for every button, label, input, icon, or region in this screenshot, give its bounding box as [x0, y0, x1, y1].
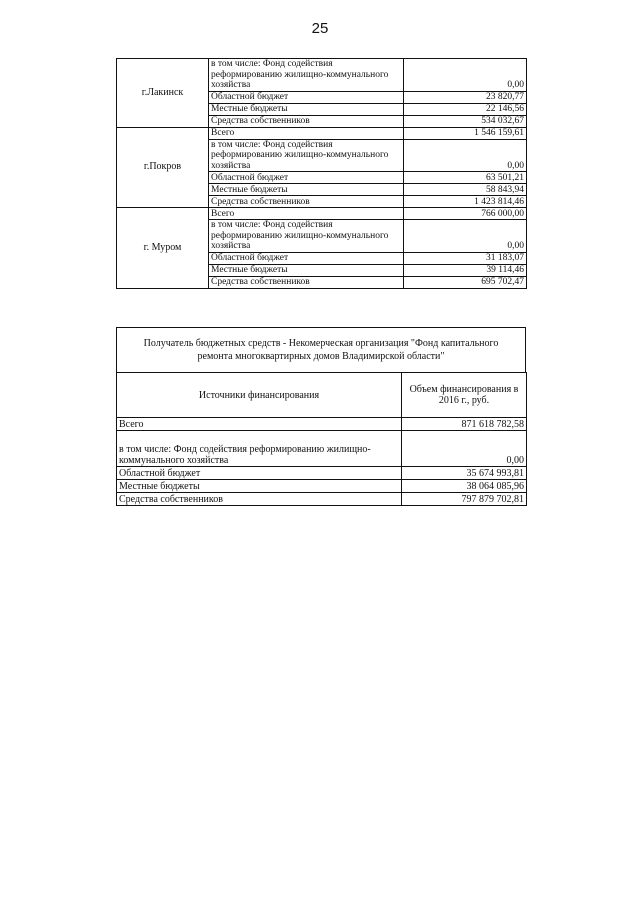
source-cell: Областной бюджет — [209, 91, 404, 103]
city-name: г.Лакинск — [117, 59, 209, 128]
header-sources: Источники финансирования — [117, 373, 402, 418]
table-row — [117, 418, 527, 431]
source-cell: Всего — [209, 127, 404, 139]
source-cell: Всего — [117, 418, 402, 431]
amount-cell: 871 618 782,58 — [402, 418, 527, 431]
amount-cell: 766 000,00 — [404, 208, 527, 220]
amount-cell: 35 674 993,81 — [402, 467, 527, 480]
city-block-lakinsk — [117, 59, 527, 128]
recipient-text: Получатель бюджетных средств - Некомерческая организация "Фонд капитального ремонта многоквартирных домов Владимирской области" — [143, 338, 499, 362]
amount-cell: 38 064 085,96 — [402, 480, 527, 493]
source-cell: Областной бюджет — [209, 252, 404, 264]
amount-cell: 23 820,77 — [404, 91, 527, 103]
amount-cell: 22 146,56 — [404, 103, 527, 115]
source-cell: Местные бюджеты — [209, 184, 404, 196]
amount-cell: 797 879 702,81 — [402, 493, 527, 506]
source-cell: Средства собственников — [209, 276, 404, 288]
source-cell: в том числе: Фонд содействия реформированию жилищно-коммунального хозяйства — [209, 139, 404, 172]
city-block-murom — [117, 208, 527, 289]
amount-cell: 534 032,67 — [404, 115, 527, 127]
amount-cell: 0,00 — [404, 59, 527, 92]
city-name: г.Покров — [117, 127, 209, 208]
header-volume: Объем финансирования в 2016 г., руб. — [402, 373, 527, 418]
source-cell: Областной бюджет — [117, 467, 402, 480]
source-cell: в том числе: Фонд содействия реформированию жилищно-коммунального хозяйства — [117, 431, 402, 467]
amount-cell: 0,00 — [404, 220, 527, 253]
source-cell: Средства собственников — [117, 493, 402, 506]
table-row — [117, 467, 527, 480]
amount-cell: 31 183,07 — [404, 252, 527, 264]
amount-cell: 0,00 — [404, 139, 527, 172]
table-row — [117, 480, 527, 493]
city-block-pokrov — [117, 127, 527, 208]
city-name: г. Муром — [117, 208, 209, 289]
amount-cell: 0,00 — [402, 431, 527, 467]
amount-cell: 1 423 814,46 — [404, 196, 527, 208]
table-row — [117, 127, 527, 139]
amount-cell: 63 501,21 — [404, 172, 527, 184]
page-number: 25 — [311, 20, 329, 37]
amount-cell: 695 702,47 — [404, 276, 527, 288]
source-cell: Местные бюджеты — [117, 480, 402, 493]
source-cell: Областной бюджет — [209, 172, 404, 184]
source-cell: Местные бюджеты — [209, 264, 404, 276]
source-cell: Местные бюджеты — [209, 103, 404, 115]
amount-cell: 58 843,94 — [404, 184, 527, 196]
recipient-heading — [116, 327, 526, 373]
summary-financing-table — [116, 372, 527, 506]
table-row — [117, 431, 527, 467]
city-financing-table — [116, 58, 527, 289]
source-cell: Всего — [209, 208, 404, 220]
amount-cell: 39 114,46 — [404, 264, 527, 276]
table-header-row — [117, 373, 527, 418]
source-cell: Средства собственников — [209, 196, 404, 208]
source-cell: в том числе: Фонд содействия реформированию жилищно-коммунального хозяйства — [209, 220, 404, 253]
source-cell: Средства собственников — [209, 115, 404, 127]
source-cell: в том числе: Фонд содействия реформированию жилищно-коммунального хозяйства — [209, 59, 404, 92]
table-row — [117, 59, 527, 92]
amount-cell: 1 546 159,61 — [404, 127, 527, 139]
table-row — [117, 208, 527, 220]
table-row — [117, 493, 527, 506]
